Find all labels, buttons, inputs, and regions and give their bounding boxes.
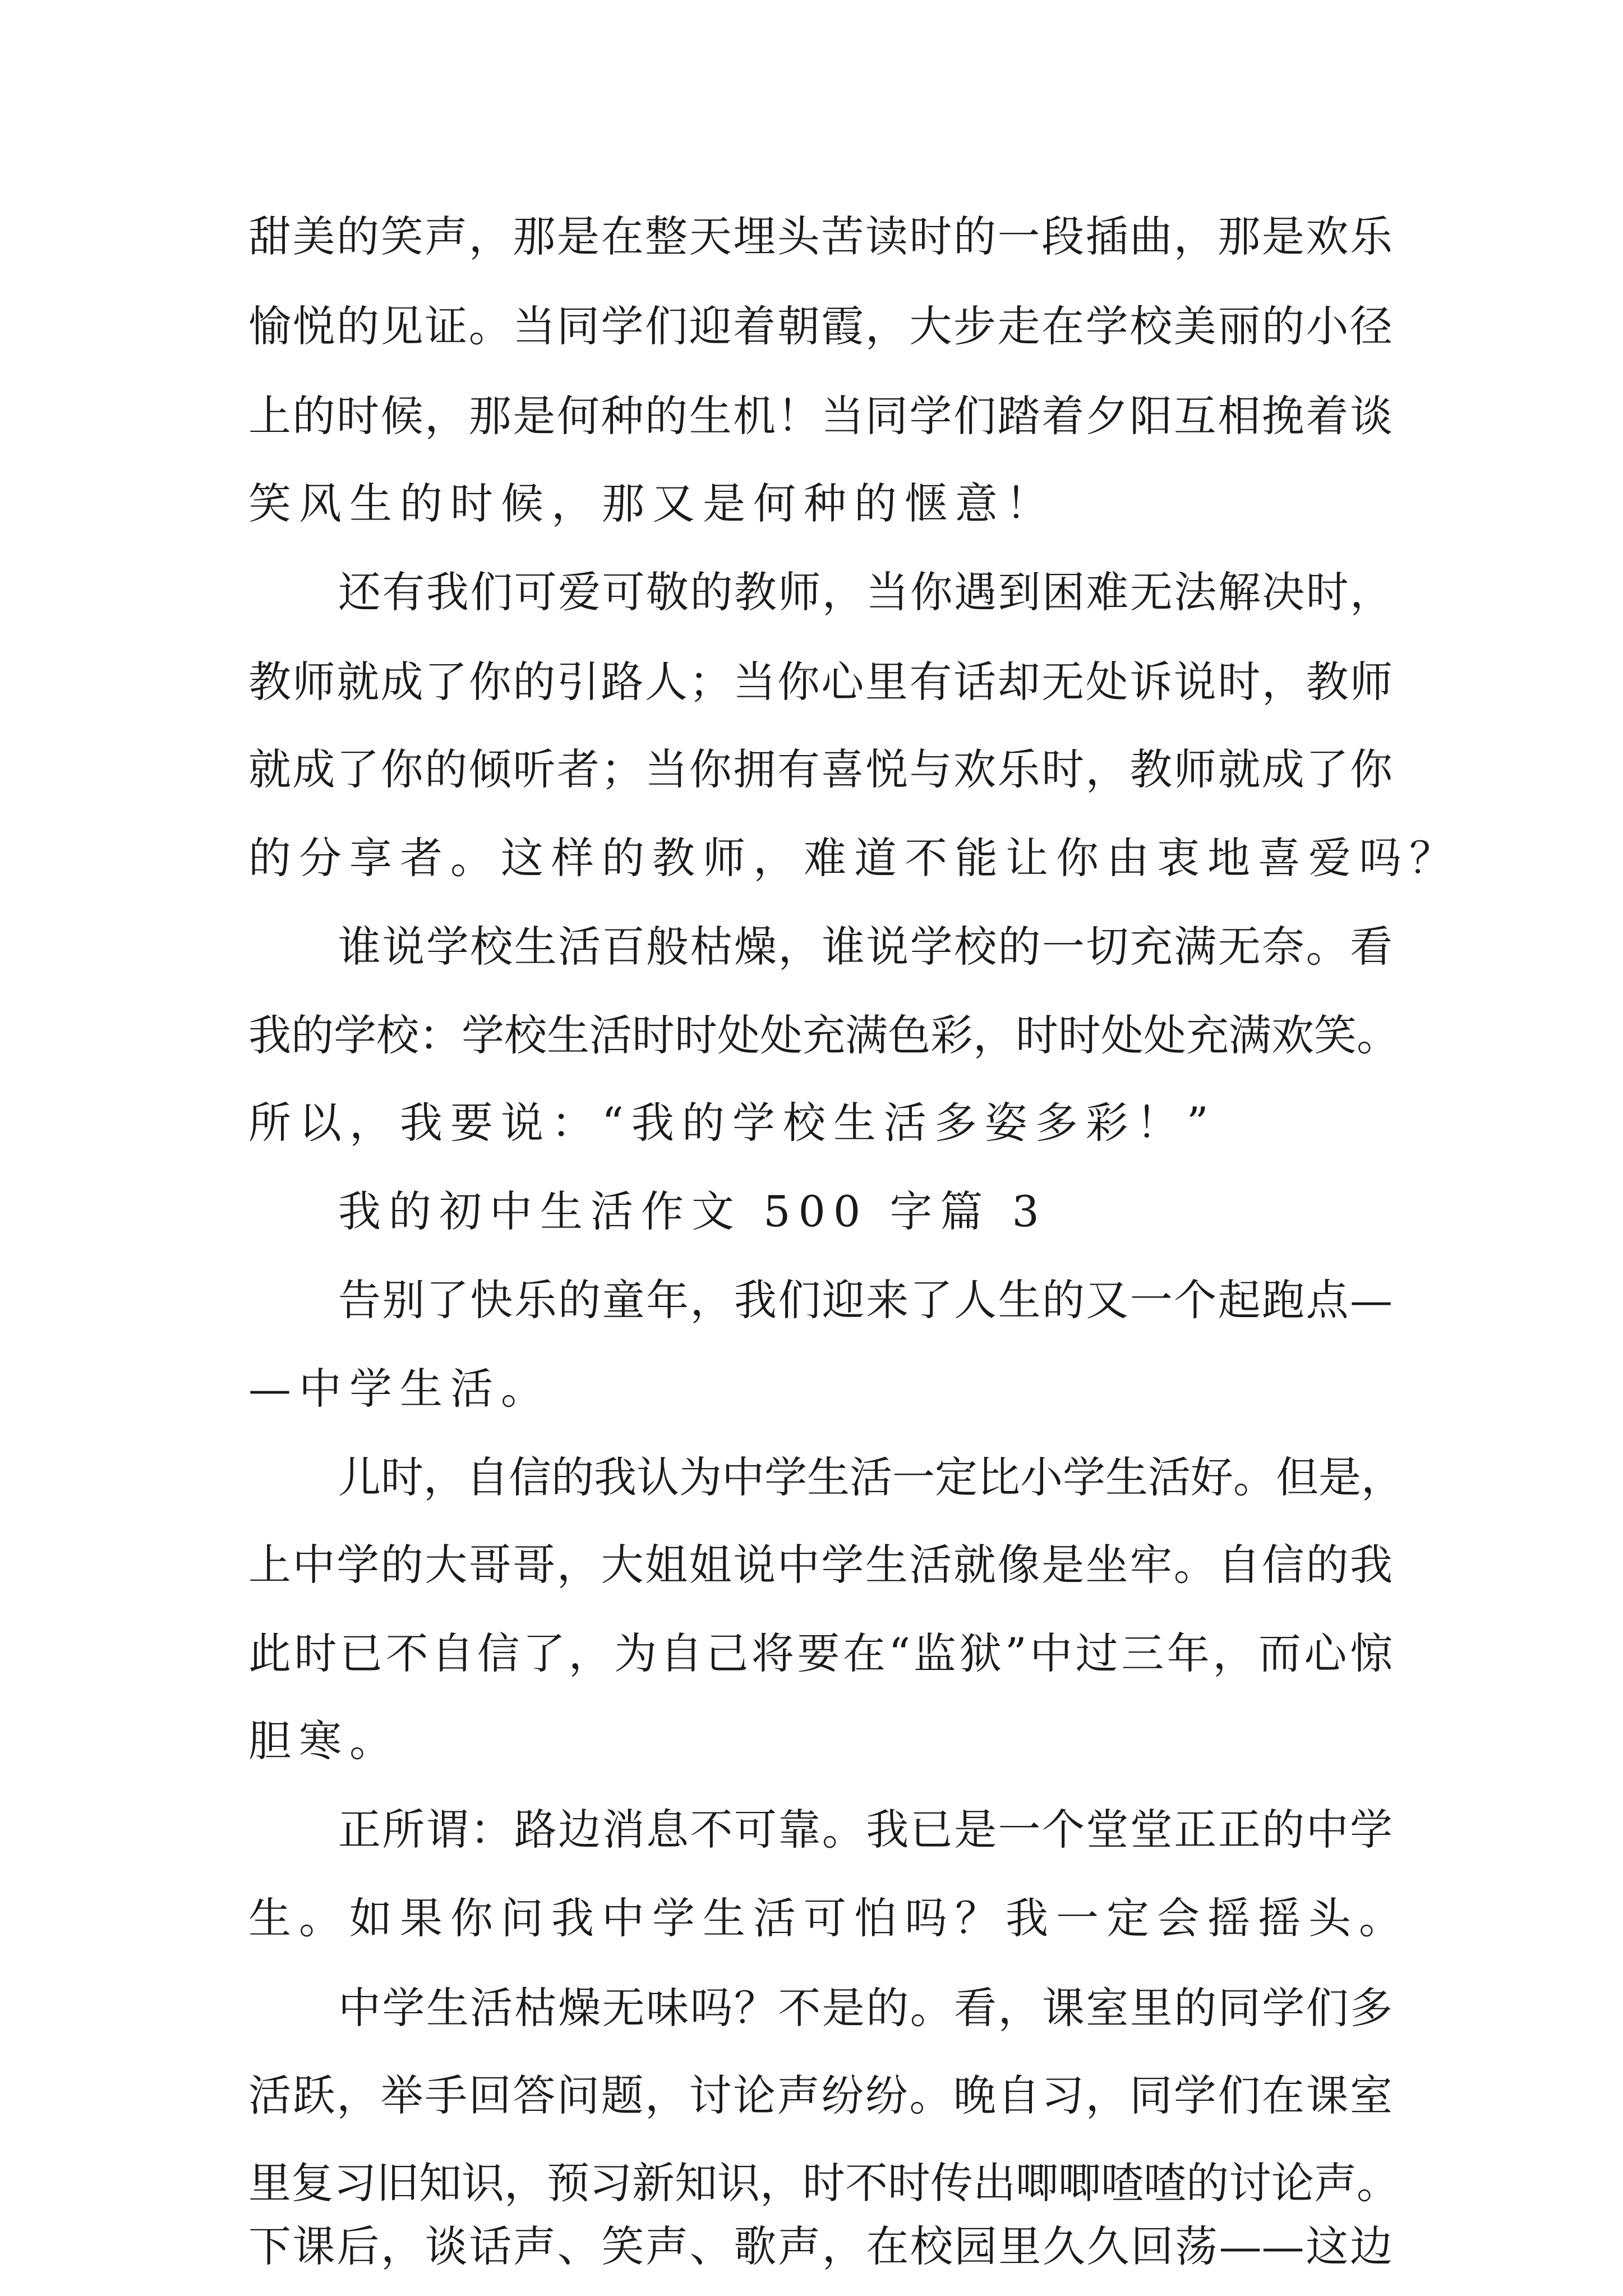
paragraph-first-line: 正所谓：路边消息不可靠。我已是一个堂堂正正的中学	[338, 1805, 1393, 1855]
text-line: 下课后，谈话声、笑声、歌声，在校园里久久回荡——这边	[248, 2221, 1393, 2271]
paragraph-first-line: 中学生活枯燥无味吗？不是的。看，课室里的同学们多	[338, 1983, 1393, 2033]
text-line: 上的时候，那是何种的生机！当同学们踏着夕阳互相挽着谈	[248, 391, 1393, 441]
text-line: —中学生活。	[248, 1364, 551, 1414]
text-line: 我的学校：学校生活时时处处充满色彩，时时处处充满欢笑。	[248, 1010, 1399, 1060]
text-line: 笑风生的时候，那又是何种的惬意！	[248, 478, 1056, 528]
text-line: 里复习旧知识，预习新知识，时不时传出唧唧喳喳的讨论声。	[248, 2158, 1399, 2208]
text-line: 的分享者。这样的教师，难道不能让你由衷地喜爱吗？	[248, 833, 1460, 883]
text-line: 就成了你的倾听者；当你拥有喜悦与欢乐时，教师就成了你	[248, 744, 1393, 794]
text-line: 生。如果你问我中学生活可怕吗？我一定会摇摇头。	[248, 1893, 1409, 1943]
text-line: 胆寒。	[248, 1716, 400, 1766]
paragraph-first-line: 还有我们可爱可敬的教师，当你遇到困难无法解决时，	[338, 567, 1393, 617]
text-line: 愉悦的见证。当同学们迎着朝霞，大步走在学校美丽的小径	[248, 301, 1393, 351]
paragraph-first-line: 告别了快乐的童年，我们迎来了人生的又一个起跑点—	[338, 1275, 1393, 1325]
text-line: 所以，我要说：“我的学校生活多姿多彩！”	[248, 1098, 1216, 1148]
text-line: 甜美的笑声，那是在整天埋头苦读时的一段插曲，那是欢乐	[248, 211, 1393, 261]
text-line: 此时已不自信了，为自己将要在“监狱”中过三年，而心惊	[248, 1628, 1393, 1678]
section-heading: 我的初中生活作文 500 字篇 3	[338, 1186, 1047, 1236]
text-line: 活跃，举手回答问题，讨论声纷纷。晚自习，同学们在课室	[248, 2070, 1393, 2120]
text-line: 上中学的大哥哥，大姐姐说中学生活就像是坐牢。自信的我	[248, 1540, 1393, 1590]
paragraph-first-line: 儿时，自信的我认为中学生活一定比小学生活好。但是，	[338, 1452, 1404, 1502]
text-line: 教师就成了你的引路人；当你心里有话却无处诉说时，教师	[248, 657, 1393, 707]
paragraph-first-line: 谁说学校生活百般枯燥，谁说学校的一切充满无奈。看	[338, 922, 1393, 972]
